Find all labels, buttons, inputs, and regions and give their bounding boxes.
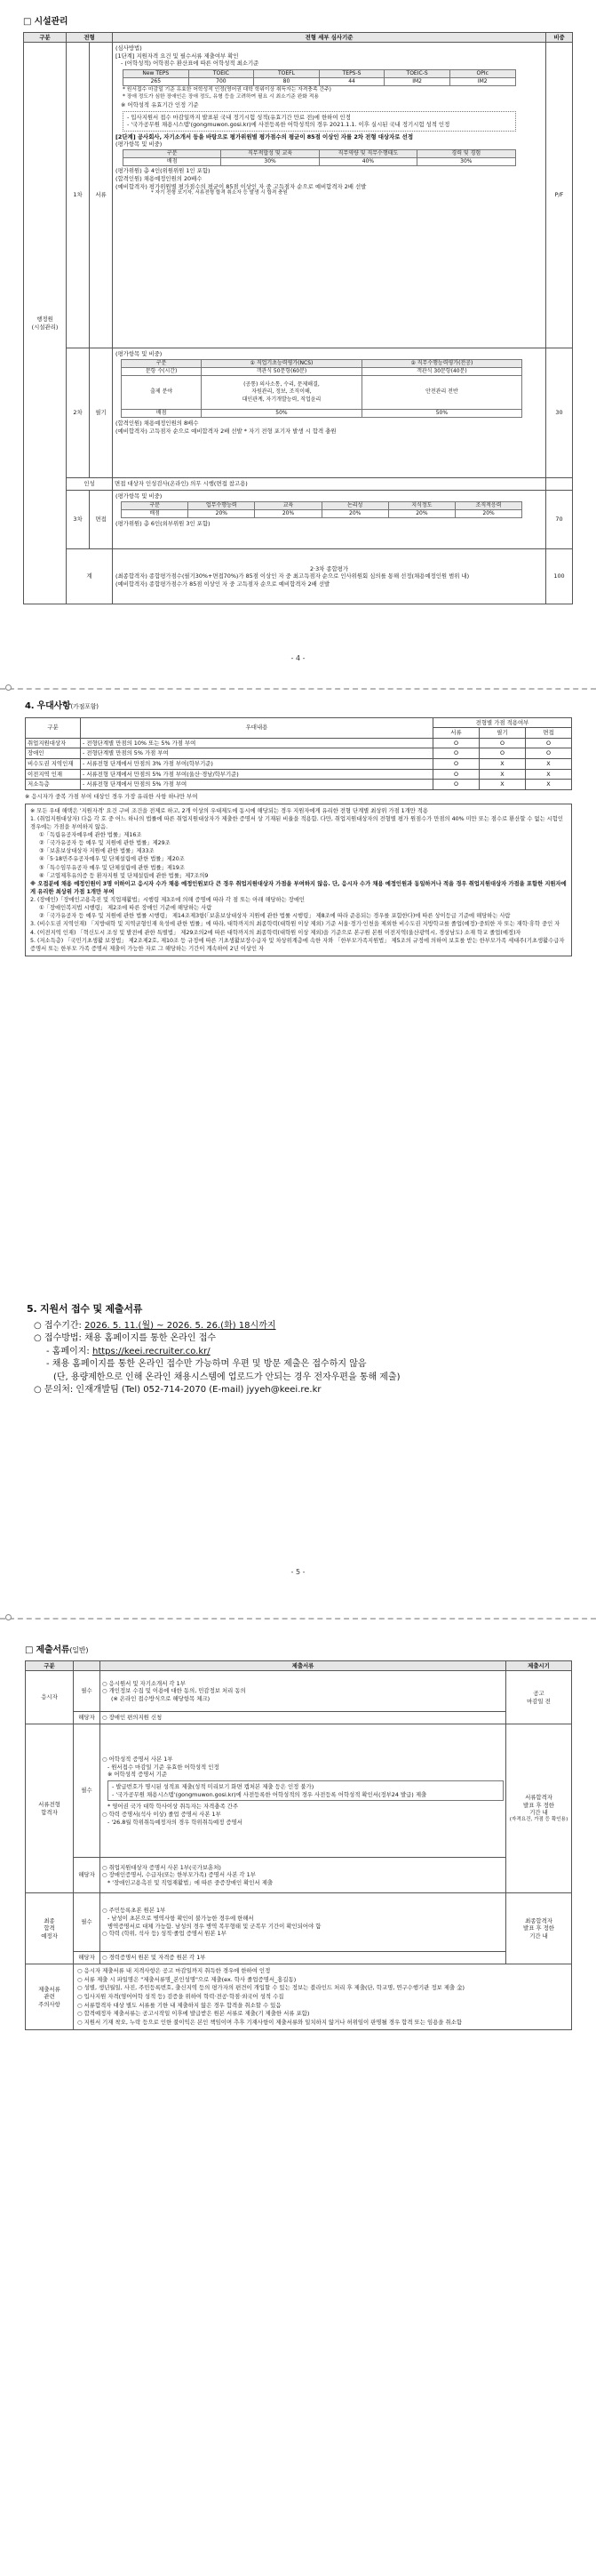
stage1-row <box>24 43 573 348</box>
stage3-type: 면접 <box>90 491 113 549</box>
documents-section <box>25 1644 572 2030</box>
pref-note-1: ※ 모든 우대 해택은 '지원자격' 요건 구비 조건을 전제로 하고, 2개 이상의 우대제도에 동시에 해당되는 경우 지원자에게 유리한 전형 단계별 최상위 가점 1개만 적용 <box>30 807 429 814</box>
docs-final-time: 최종합격자 발표 후 정한 기간 내 <box>506 1893 572 1964</box>
stage1-panel: (평가위원) 총 4인(위원위원 1인 포함) <box>115 167 211 175</box>
stage3-panel: (평가위원) 총 6인(외부위원 3인 포함) <box>115 519 211 527</box>
total-title: 2·3차 종합평가 <box>309 564 349 572</box>
stage3-weight: 70 <box>546 491 573 549</box>
header-weight: 비중 <box>546 32 573 43</box>
stage3-row <box>24 491 573 549</box>
total-final: (최종합격자) 종합평가점수(필기30%+면접70%)가 85점 이상인 자 중 최고득점자 순으로 인사위원회 심의를 통해 선정(채용예정인원 범위 내) <box>115 572 470 580</box>
stage3-label: 3차 <box>67 491 90 549</box>
pref-note-5: 3. (비수도권 지역인재) 「지방대학 및 지역균형인재 육성에 관한 법률」에 따라, 대학까지의 최종학력(대학원 이상 제외) 기준 서울·경기·인천을 제외한 비수도권 지방학교를 졸업(예정)·중퇴한 자 또는 재학·휴학 중인 자 <box>30 921 560 928</box>
stage1-lang-min: - (어학성적) 어학점수 환산표에 따른 어학성적 최소기준 <box>121 60 259 68</box>
group-label: 행정원 (시설관리) <box>24 43 67 604</box>
table-header-row <box>24 32 573 43</box>
pref-header-written: 필기 <box>479 728 525 739</box>
section-title-application: 5. 지원서 접수 및 제출서류 <box>27 1303 143 1315</box>
homepage-link[interactable]: https://keei.recruiter.co.kr/ <box>91 1346 211 1356</box>
stage2-pass: (합격인원) 채용예정인원의 8배수 <box>115 420 199 428</box>
contact-line: ○ 문의처: 인재개발팀 (Tel) 052-714-2070 (E-mail) jyyeh@keei.re.kr <box>34 1385 322 1396</box>
lang-score-table: New TEPS TOEIC TOEFL TEPS-S TOEIC-S OPIc 265 700 80 44 IM2 IM2 <box>123 69 516 86</box>
stage1-step1: [1단계] 지원자격 요건 및 필수서류 제출여부 확인 <box>115 52 239 60</box>
total-weight: 100 <box>546 549 573 604</box>
docs-req-label-3: 필수 <box>74 1893 100 1952</box>
pref-note-top: ※ 응시자가 중복 가점 부여 대상인 경우 가장 유리한 사항 하나만 부여 <box>25 792 198 800</box>
stage1-eval-table: 구분 직무적합성 및 교육 직무역량 및 직무수행태도 경력 및 경험 배점 30% 40% 30% <box>123 149 516 166</box>
table-row: 취업지원대상자 - 전형단계별 만점의 10% 또는 5% 가점 부여 O O O <box>26 738 572 748</box>
docs-doc-pass-time: 서류합격자 발표 후 정한 기간 내 <box>523 1793 554 1817</box>
personality-text: 면접 대상자 인성검사(온라인) 의무 시행(면접 참고용) <box>113 478 546 491</box>
stage2-type: 필기 <box>90 348 113 478</box>
personality-label: 인성 <box>67 478 113 491</box>
notice-2: (단, 용량제한으로 인해 온라인 채용시스템에 업로드가 안되는 경우 전자우편을 통해 제출) <box>53 1372 401 1382</box>
pref-notes-box: ※ 모든 우대 해택은 '지원자격' 요건 구비 조건을 전제로 하고, 2개 이상의 우대제도에 동시에 해당되는 경우 지원자에게 유리한 전형 단계별 최상위 가점 1개만 적용 1. (취업지원대상자) 다음 각 호 중 어느 하나의 법률에 따른 취업지원대상자가 제출한 증명서 상 기재된 비율을 적용함. 다만, 취업지원대상자의 전형별 평가 원점수가 만점의 40% 미만 또는 점수로 환산할 수 없는 시험인 경우에는 가점을 부여하지 않음. ①「독립유공자예우에 관한 법률」제16조 ②「국가유공자 등 예우 및 지원에 관한 법률」제29조 ③「보훈보상대상자 지원에 관한 법률」제33조 ④「5·18민주유공자예우 및 단체설립에 관한 법률」제20조 ⑤「특수임무유공자 예우 및 단체설립에 관한 법률」제19조 ⑥「고엽제후유의증 등 환자지원 및 단체설립에 관한 법률」제7조의9 ※ 오접분에 채용 예정인원이 3명 이하이고 응시자 수가 채용 예정인원보다 큰 경우 취업지원대상자 가점을 부여하지 않음. 단, 응시자 수가 채용 예정인원과 동일하거나 적을 경우 취업지원대상자 가점을 포함한 지원자에게 유리한 최상위 가점 1개만 부여 2. (장애인)「장애인고용촉진 및 직업재활법」시행령 제3조에 의해 증명에 따라 각 점 또는 아래 해당하는 장애인 ①「장애인복지법 시행령」 제2조에 따른 장애인 기준에 해당하는 사람 ②「국가유공자 등 예우 및 지원에 관한 법률 시행령」 제14조제3항(「보훈보상대상자 지원에 관한 법률 시행령」 제8조에 따라 준용되는 경우를 포함한다)에 따른 상이등급 기준에 해당하는 사람 3. (비수도권 지역인재) 「지방대학 및 지역균형인재 육성에 관한 법률」에 따라, 대학까지의 최종학력(대학원 이상 제외) 기준 서울·경기·인천을 제외한 비수도권 지방학교를 졸업(예정)·중퇴한 자 또는 재학·휴학 중인 자 4. (이전지역 인재) 「혁신도시 조성 및 발전에 관한 특별법」 제29조의2에 따른 대학까지의 최종학력(대학원 이상 제외)을 기준으로 본구원 본원 이전지역(울산광역시, 경상남도) 소재 학교 졸업(예정)자 5. (저소득층) 「국민기초생활 보장법」 제2조제2호, 제10조 등 규정에 따른 기초생활보장수급자 및 차상위계층에 속한 자와 「한부모가족지원법」 제5조의 규정에 의하여 보호를 받는 한부모가족 세대주(기초생활수급자 증명서 또는 한부모 가족 증명서 제출이 가능한 자로 그 해당하는 기간이 계속하여 2년 이상인 자 <box>25 804 572 956</box>
documents-table: 구분 제출서류 제출시기 응시자 필수 ○ 응시원서 및 자기소개서 각 1부 ○ 개인정보 수집 및 이용에 대한 동의, 민감정보 처리 동의 (※ 온라인 접수방식으로 해당항목 체크) 공고 마감일 전 해당자 ○ 장애인 편의지원 신청 서류전형 합격자 필수 ○ 어학성적 증명서 사본 1부 - 원서접수 마감일 기준 유효한 어학성적 인정 ※ 어학성적 증명서 기준 - 발급번호가 명시된 성적표 제출(성적 미리보기 화면 캡처본 제출 등은 인정 불가) - '국가공무원 채용시스템'(gongmuwon.gosi.kr)에 사전등록한 어학성적의 경우 사전등록 어학성적 확인서(정부24 발급) 제출 * 영어권 국가 대학 학사이상 취득자는 자격충족 간주 ○ 학력 증명서(석사 이상) 졸업 증명서 사본 1부 - '26.8월 학위취득예정자의 경우 학위취득예정 증명서 서류합격자 발표 후 정한 기간 내 (자격요건, 가점 등 확인용) 해당자 ○ 취업지원대상자 증명서 사본 1부(국가보훈처) ○ 장애인증명서, 수급자(또는 한부모가족) 증명서 사본 각 1부 * '장애인고용촉진 및 직업재활법」에 따른 중증장애인 확인서 제출 최종 합격 예정자 필수 ○ 주민등록초본 원본 1부 - 남성이 초본으로 병역사항 확인이 불가능한 경우에 한해서 병역증명서로 대체 가능함. 남성의 경우 병역 복무형태 및 군복무 기간이 확인되어야 함 ○ 학력 (학위, 석사 등) 성적·졸업 증명서 원본 1부 최종합격자 발표 후 정한 기간 내 해당자 ○ 경력증명서 원본 및 자격증 원본 각 1부 제출서류 관련 주의사항 ○ 응시자 제출서류 내 지격사항은 공고 마감일까지 취득한 경우에 한하여 인정 ○ 서류 제출 시 파일명은 "제출서류명_본인성명"으로 제출(ex. 학사 졸업증명서_홍길동) ○ 성별, 생년월일, 사진, 주민등록번호, 출신지역 등의 평가자의 편견이 개입할 수 있는 정보는 블라인드 처리 후 제출(단, 학교명, 연구수행기관 정보 제출 金) ○ 입사지원 자격(영어어학 성적 등) 검증을 위하여 학력·전공·학점·외국어 성적 수집 ○ 서류합격자 대상 별도 서류를 기한 내 제출하지 않은 경우 합격을 취소할 수 있음 ○ 합격예정자 제출서류는 공고시작일 이후에 발급받은 원본 서류로 제출(기 제출한 서류 포함) ○ 지원서 기재 착오, 누락 등으로 인한 불이익은 본인 책임이며 추후 기재사항이 제출서류와 일치하지 않거나 허위임이 판명될 경우 합격 또는 임용을 취소함 <box>25 1660 572 2031</box>
stage1-weight: P/F <box>546 43 573 348</box>
docs-req-label-2: 필수 <box>74 1724 100 1858</box>
section-title-documents: □ 제출서류(일반) <box>25 1645 89 1655</box>
separator-mark-2 <box>5 1614 12 1620</box>
stage1-method-label: (심사방법) <box>115 44 142 52</box>
section-title-facility: □ 시설관리 <box>23 17 68 27</box>
stage3-eval-table: 구분 업무수행능력 교육 논리성 지식정도 조직적응력 배점 20% 20% 20% 20% 20% <box>121 501 522 518</box>
stage1-step2: [2단계] 공사회사, 자기소개서 등을 바탕으로 평가위원별 평가점수의 평균이 85점 이상인 자를 2차 전형 대상자로 선정 <box>115 132 414 140</box>
pref-note-7: 5. (저소득층) 「국민기초생활 보장법」 제2조제2호, 제10조 등 규정에 따른 기초생활보장수급자 및 차상위계층에 속한 자와 「한부모가족지원법」 제5조의 규정에 의하여 보호를 받는 한부모가족 세대주(기초생활수급자 증명서 또는 한부모 가족 증명서 제출이 가능한 자로 그 해당하는 기간이 계속하여 2년 이상인 자 <box>30 937 565 952</box>
pref-note-4: 2. (장애인)「장애인고용촉진 및 직업재활법」시행령 제3조에 의해 증명에 따라 각 점 또는 아래 해당하는 장애인 <box>30 897 306 903</box>
table-row: 저소득층 - 서류전형 단계에서 만점의 5% 가점 부여 O X X <box>26 780 572 790</box>
header-criteria: 전형 세부 심사기준 <box>113 32 546 43</box>
docs-opt-label-3: 해당자 <box>74 1952 100 1964</box>
notice-1: - 채용 홈페이지를 통한 온라인 접수만 가능하며 우편 및 방문 제출은 접수하지 않음 <box>46 1359 367 1370</box>
total-row <box>24 549 573 604</box>
pref-header-group: 전형별 가점 적용여부 <box>433 717 571 728</box>
separator-mark <box>5 684 12 691</box>
stage1-type: 서류 <box>90 43 113 348</box>
header-category: 구분 <box>24 32 67 43</box>
stage2-label: 2차 <box>67 348 90 478</box>
stage1-pass: (합격인원) 채용예정인원의 20배수 <box>115 174 203 182</box>
stage2-weight: 30 <box>546 348 573 478</box>
pref-note-2: 1. (취업지원대상자) 다음 각 호 중 어느 하나의 법률에 따른 취업지원대상자가 제출한 증명서 상 기재된 비율을 적용함. 다만, 취업지원대상자의 전형별 평가 원점수가 만점의 40% 미만 또는 점수로 환산할 수 없는 시험인 경우에는 가점을 부여하지 않음. <box>30 815 563 830</box>
section-title-preference: 4. 우대사항(가점포함) <box>25 701 99 711</box>
docs-applicant: 응시자 <box>26 1671 74 1724</box>
total-reserve: (예비합격자) 종합평가점수가 85점 이상인 자 중 고득점자 순으로 예비합격자 2배 선발 <box>115 580 330 588</box>
stage1-label: 1차 <box>67 43 90 348</box>
application-period-value: 2026. 5. 11.(월) ~ 2026. 5. 26.(화) 18시까지 <box>84 1320 276 1331</box>
stage2-row <box>24 348 573 478</box>
pref-header-doc: 서류 <box>433 728 479 739</box>
docs-header-timing: 제출시기 <box>506 1660 572 1671</box>
total-label: 계 <box>67 549 113 604</box>
docs-applicant-time: 공고 마감일 전 <box>506 1671 572 1724</box>
pref-header-content: 우대내용 <box>81 717 433 738</box>
stage2-exam-table: 구분 ① 직업기초능력평가(NCS) ② 직무수행능력평가(전공) 문항 수(시간) 객관식 50문항(60분) 객관식 30문항(40분) 출제 분야 (공통) 의사소통, 수리, 문제해결, 자원관리, 정보, 조직이해, 대인관계, 자기개발능력, 직업윤리 안전관리 전반 배점 50% 50% <box>121 359 522 418</box>
page-separator <box>0 688 596 690</box>
docs-header-documents: 제출서류 <box>100 1660 506 1671</box>
docs-header-category: 구분 <box>26 1660 74 1671</box>
eval-label: (평가항목 및 비중) <box>115 140 163 148</box>
lang-valid-1: - 입사지원서 접수 마감일까지 발표된 국내 정기시험 성적(유효기간 만료 전)에 한하여 인정 <box>127 113 351 121</box>
page-number-4: - 4 - <box>290 654 306 662</box>
page-number-5: - 5 - <box>290 1568 306 1576</box>
pref-header-category: 구분 <box>26 717 81 738</box>
docs-req-label: 필수 <box>74 1671 100 1712</box>
homepage-line: - 홈페이지: https://keei.recruiter.co.kr/ <box>46 1346 211 1356</box>
facility-criteria-table <box>23 32 573 605</box>
application-section <box>27 1303 570 1397</box>
lang-note: * 원서접수 마감일 기준 유효한 어학성적 인정(영어권 대학 학위이상 취득자는 자격충족 간주) * 장애 정도가 심한 장애인은 장애 정도, 유형 등을 고려하여 필요 시 최소기준 완화 적용 <box>123 87 331 100</box>
lang-valid-title: ※ 어학성적 유효기간 인정 기준 <box>121 100 199 108</box>
stage1-reserve-note: * 자기 전형 포기자, 서류전형 합격 취소자 등 발생 시 합격 충원 <box>151 190 288 196</box>
pref-note-6: 4. (이전지역 인재) 「혁신도시 조성 및 발전에 관한 특별법」 제29조의2에 따른 대학까지의 최종학력(대학원 이상 제외)을 기준으로 본구원 본원 이전지역(울산광역시, 경상남도) 소재 학교 졸업(예정)자 <box>30 929 521 936</box>
docs-opt-label-2: 해당자 <box>74 1858 100 1893</box>
application-period: ○ 접수기간: 2026. 5. 11.(월) ~ 2026. 5. 26.(화) 18시까지 <box>34 1320 276 1331</box>
stage2-eval-label: (평가항목 및 비중) <box>115 350 163 358</box>
preference-section <box>25 700 572 956</box>
pref-header-interview: 면접 <box>525 728 571 739</box>
table-row: 이전지역 인재 - 서류전형 단계에서 만점의 5% 가점 부여(울산·경남/학부기준) O X X <box>26 769 572 780</box>
lang-valid-2: - '국가공무원 채용시스템'(gongmuwon.gosi.kr)에 사전등록한 어학성적의 경우 2021.1.1. 이후 실시된 국내 정기시험 성적 인정 <box>127 121 450 129</box>
header-stage: 전형 <box>67 32 113 43</box>
stage1-reserve: (예비합격자) 평가위원별 평가점수의 평균이 85점 이상인 자 중 고득점자 순으로 예비합격자 2배 선발 <box>115 182 367 190</box>
page-4-section <box>23 16 573 662</box>
table-row: 비수도권 지역인재 - 서류전형 단계에서 만점의 3% 가점 부여(학부기준) O X X <box>26 759 572 770</box>
pref-note-3: ※ 오접분에 채용 예정인원이 3명 이하이고 응시자 수가 채용 예정인원보다 큰 경우 취업지원대상자 가점을 부여하지 않음. 단, 응시자 수가 채용 예정인원과 동일하거나 적을 경우 취업지원대상자 가점을 포함한 지원자에게 유리한 최상위 가점 1개만 부여 <box>30 880 567 895</box>
stage2-reserve: (예비합격자) 고득점자 순으로 예비합격자 2배 선발 * 자기 전형 포기자 발생 시 합격 충원 <box>115 427 337 435</box>
page-separator-2 <box>0 1618 596 1620</box>
stage3-eval-label: (평가항목 및 비중) <box>115 492 163 500</box>
pref-law-list: ①「독립유공자예우에 관한 법률」제16조 ②「국가유공자 등 예우 및 지원에 관한 법률」제29조 ③「보훈보상대상자 지원에 관한 법률」제33조 ④「5·18민주유공자예우 및 단체설립에 관한 법률」제20조 ⑤「특수임무유공자 예우 및 단체설립에 관한 법률」제19조 ⑥「고엽제후유의증 등 환자지원 및 단체설립에 관한 법률」제7조의9 <box>39 832 209 879</box>
table-row: 장애인 - 전형단계별 만점의 5% 가점 부여 O O O <box>26 748 572 759</box>
preference-table <box>25 717 572 790</box>
personality-row <box>24 478 573 491</box>
docs-final: 최종 합격 예정자 <box>26 1893 74 1964</box>
docs-notes-label: 제출서류 관련 주의사항 <box>26 1964 74 2030</box>
docs-opt-label: 해당자 <box>74 1712 100 1724</box>
application-method: ○ 접수방법: 채용 홈페이지를 통한 온라인 접수 <box>34 1333 217 1344</box>
docs-doc-pass: 서류전형 합격자 <box>26 1724 74 1893</box>
